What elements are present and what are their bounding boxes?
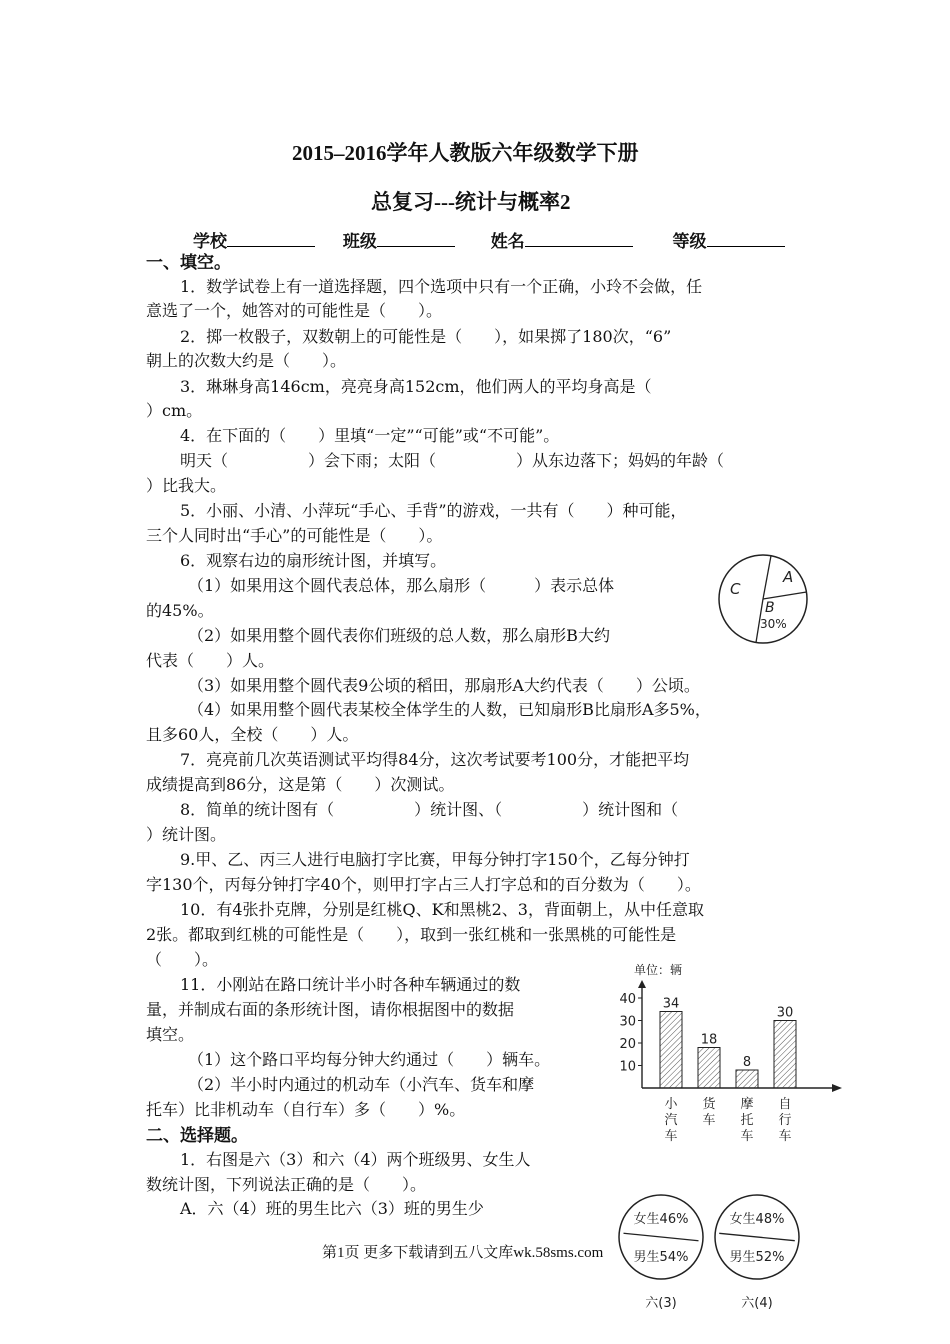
q7-line1: 7．亮亮前几次英语测试平均得84分，这次考试要考100分，才能把平均 [180, 750, 690, 769]
y-tick-label: 40 [619, 992, 636, 1007]
category-label-char: 汽 [664, 1113, 678, 1128]
category-label-char: 货 [702, 1097, 716, 1112]
q3-line2: ）cm。 [146, 401, 203, 420]
category-label-char: 车 [664, 1129, 678, 1144]
sector-pie-chart [716, 552, 810, 646]
female-slice-label: 女生46% [633, 1212, 689, 1227]
gender-pie-title: 六(4) [741, 1296, 773, 1311]
category-label-char: 车 [778, 1129, 792, 1144]
grade-label: 等级 [672, 232, 707, 252]
c1-option-a: A．六（4）班的男生比六（3）班的男生少 [180, 1199, 484, 1218]
gender-pie-divider [623, 1233, 698, 1241]
q11-1-line: （1）这个路口平均每分钟大约通过（ ）辆车。 [188, 1050, 551, 1069]
q9-line2: 字130个，丙每分钟打字40个，则甲打字占三人打字总和的百分数为（ ）。 [146, 875, 701, 894]
pie-label-c: C [730, 580, 741, 598]
q7-line2: 成绩提高到86分，这是第（ ）次测试。 [146, 775, 455, 794]
vehicle-bar-chart [612, 958, 850, 1154]
q6-2-line2: 代表（ ）人。 [146, 651, 275, 670]
bar [774, 1021, 796, 1089]
bar [736, 1070, 758, 1088]
q11-2-line2: 托车）比非机动车（自行车）多（ ）%。 [146, 1100, 466, 1119]
q4-line2: 明天（ ）会下雨；太阳（ ）从东边落下；妈妈的年龄（ [180, 451, 725, 470]
bar [698, 1048, 720, 1089]
name-blank[interactable] [525, 246, 633, 247]
bar-chart-title: 单位：辆 [634, 963, 683, 977]
q10-line2: 2张。都取到红桃的可能性是（ ），取到一张红桃和一张黑桃的可能性是 [146, 925, 677, 944]
pie-label-a: A [783, 568, 794, 586]
q11-line1: 11．小刚站在路口统计半小时各种车辆通过的数 [180, 975, 521, 994]
page-title: 2015–2016学年人教版六年级数学下册 [292, 141, 639, 165]
female-slice-label: 女生48% [729, 1212, 785, 1227]
category-label-char: 车 [702, 1113, 716, 1128]
y-axis-arrow [638, 980, 646, 988]
bar-value-label: 8 [742, 1055, 752, 1070]
q8-line1: 8．简单的统计图有（ ）统计图、（ ）统计图和（ [180, 800, 679, 819]
pie-divider-b [763, 592, 807, 599]
q6-1-line2: 的45%。 [146, 601, 214, 620]
bar-value-label: 34 [662, 996, 680, 1012]
school-blank[interactable] [227, 246, 315, 247]
category-label-char: 车 [740, 1129, 754, 1144]
q6-1-line1: （1）如果用这个圆代表总体，那么扇形（ ）表示总体 [188, 576, 615, 595]
section-choice-heading: 二、选择题。 [146, 1126, 248, 1146]
y-tick-label: 20 [619, 1037, 636, 1052]
class-blank[interactable] [377, 246, 455, 247]
q10-line1: 10．有4张扑克牌，分别是红桃Q、K和黑桃2、3，背面朝上，从中任意取 [180, 900, 704, 919]
q6-4-line1: （4）如果用整个圆代表某校全体学生的人数，已知扇形B比扇形A多5%， [188, 700, 711, 719]
c1-line1: 1．右图是六（3）和六（4）两个班级男、女生人 [180, 1150, 531, 1169]
q11-line3: 填空。 [146, 1025, 195, 1044]
header-fields [193, 227, 773, 251]
pie-label-b: B [765, 600, 775, 616]
section-fill-heading: 一、填空。 [146, 253, 231, 273]
q2-line2: 朝上的次数大约是（ ）。 [146, 351, 347, 370]
page-subtitle: 总复习---统计与概率2 [371, 190, 571, 214]
pie-divider-a [763, 556, 771, 599]
class4-gender-pie [712, 1192, 812, 1322]
pie-label-b-pct: 30% [760, 617, 787, 631]
gender-pie-divider [719, 1233, 795, 1240]
q1-line2: 意选了一个，她答对的可能性是（ ）。 [146, 301, 443, 320]
q5-line1: 5．小丽、小清、小萍玩“手心、手背”的游戏，一共有（ ）种可能， [180, 501, 687, 520]
class-label: 班级 [342, 232, 377, 252]
q4-line1: 4．在下面的（ ）里填“一定”“可能”或“不可能”。 [180, 426, 560, 445]
bar-value-label: 30 [776, 1005, 794, 1021]
category-label-char: 托 [740, 1113, 754, 1128]
male-slice-label: 男生54% [633, 1250, 689, 1265]
bar-value-label: 18 [700, 1032, 718, 1048]
q10-line3: （ ）。 [146, 950, 219, 969]
gender-pie-title: 六(3) [645, 1296, 677, 1311]
q11-2-line1: （2）半小时内通过的机动车（小汽车、货车和摩 [188, 1075, 535, 1094]
q8-line2: ）统计图。 [146, 825, 227, 844]
q6-4-line2: 且多60人，全校（ ）人。 [146, 725, 359, 744]
q4-line3: ）比我大。 [146, 476, 227, 495]
male-slice-label: 男生52% [729, 1250, 785, 1265]
c1-line2: 数统计图，下列说法正确的是（ ）。 [146, 1175, 427, 1194]
category-label-char: 小 [664, 1097, 678, 1112]
q11-line2: 量，并制成右面的条形统计图，请你根据图中的数据 [146, 1000, 515, 1019]
q6-2-line1: （2）如果用整个圆代表你们班级的总人数，那么扇形B大约 [188, 626, 610, 645]
category-label-char: 自 [778, 1097, 792, 1112]
q6-line1: 6．观察右边的扇形统计图，并填写。 [180, 551, 447, 570]
q9-line1: 9.甲、乙、丙三人进行电脑打字比赛，甲每分钟打字150个，乙每分钟打 [180, 850, 690, 869]
page-footer[interactable]: 第1页 更多下载请到五八文库wk.58sms.com [322, 1245, 604, 1261]
y-tick-label: 30 [619, 1014, 636, 1030]
q3-line1: 3．琳琳身高146cm，亮亮身高152cm，他们两人的平均身高是（ [180, 377, 652, 396]
category-label-char: 行 [778, 1113, 792, 1128]
grade-blank[interactable] [707, 246, 785, 247]
x-axis-arrow [832, 1084, 842, 1092]
name-label: 姓名 [490, 232, 525, 252]
q2-line1: 2．掷一枚骰子，双数朝上的可能性是（ ），如果掷了180次，“6” [180, 327, 672, 346]
category-label-char: 摩 [740, 1097, 754, 1112]
q6-3-line: （3）如果用整个圆代表9公顷的稻田，那扇形A大约代表（ ）公顷。 [188, 676, 700, 695]
q5-line2: 三个人同时出“手心”的可能性是（ ）。 [146, 526, 443, 545]
q1-line1: 1．数学试卷上有一道选择题，四个选项中只有一个正确，小玲不会做，任 [180, 277, 703, 296]
school-label: 学校 [193, 232, 227, 252]
class3-gender-pie [616, 1192, 716, 1322]
bar [660, 1012, 682, 1089]
y-tick-label: 10 [619, 1059, 636, 1075]
